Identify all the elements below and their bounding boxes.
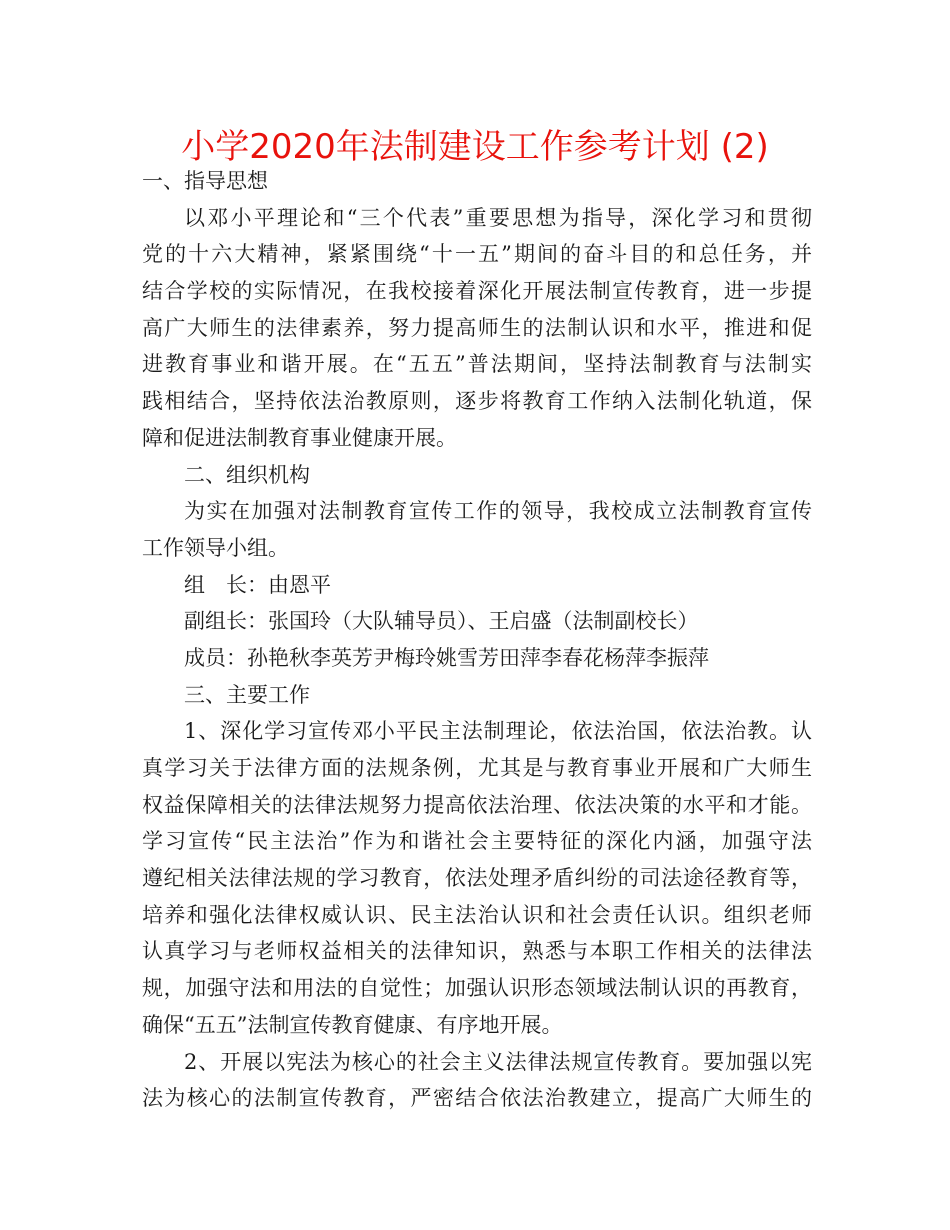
paragraph-line: 高广大师生的法律素养，努力提高师生的法制认识和水平，推进和促	[142, 315, 812, 340]
paragraph-line: 权益保障相关的法律法规努力提高依法治理、依法决策的水平和才能。	[142, 792, 812, 817]
document-title: 小学2020年法制建设工作参考计划 (2)	[181, 127, 769, 167]
paragraph-line: 认真学习与老师权益相关的法律知识，熟悉与本职工作相关的法律法	[142, 939, 812, 964]
paragraph-line: 法为核心的法制宣传教育，严密结合依法治教建立，提高广大师生的	[142, 1086, 812, 1111]
paragraph-line: 成员：孙艳秋李英芳尹梅玲姚雪芳田萍李春花杨萍李振萍	[184, 645, 709, 670]
paragraph-line: 学习宣传“民主法治”作为和谐社会主要特征的深化内涵，加强守法	[142, 829, 812, 854]
paragraph-line: 遵纪相关法律法规的学习教育，依法处理矛盾纠纷的司法途径教育等，	[142, 866, 812, 891]
paragraph-line: 组 长：由恩平	[184, 572, 331, 597]
paragraph-line: 真学习关于法律方面的法规条例，尤其是与教育事业开展和广大师生	[142, 756, 812, 780]
paragraph-line: 为实在加强对法制教育宣传工作的领导，我校成立法制教育宣传	[184, 499, 812, 524]
paragraph-line: 副组长：张国玲（大队辅导员）、王启盛（法制副校长）	[184, 609, 699, 634]
document-body	[142, 163, 812, 1117]
paragraph-line: 践相结合，坚持依法治教原则，逐步将教育工作纳入法制化轨道，保	[142, 389, 812, 414]
paragraph-line: 结合学校的实际情况，在我校接着深化开展法制宣传教育，进一步提	[142, 279, 812, 304]
paragraph-line: 以邓小平理论和“三个代表”重要思想为指导，深化学习和贯彻	[184, 205, 812, 230]
paragraph-line: 一、指导思想	[142, 169, 268, 193]
paragraph-line: 确保“五五”法制宣传教育健康、有序地开展。	[142, 1012, 563, 1037]
paragraph-line: 障和促进法制教育事业健康开展。	[142, 425, 457, 450]
paragraph-line: 党的十六大精神，紧紧围绕“十一五”期间的奋斗目的和总任务，并	[142, 242, 812, 267]
paragraph-line: 1、深化学习宣传邓小平民主法制理论，依法治国，依法治教。认	[184, 719, 812, 744]
paragraph-line: 2、开展以宪法为核心的社会主义法律法规宣传教育。要加强以宪	[184, 1049, 812, 1074]
paragraph-line: 三、主要工作	[184, 682, 310, 707]
paragraph-line: 工作领导小组。	[142, 535, 289, 560]
paragraph-line: 规，加强守法和用法的自觉性；加强认识形态领域法制认识的再教育，	[142, 976, 812, 1001]
paragraph-line: 进教育事业和谐开展。在“五五”普法期间，坚持法制教育与法制实	[142, 352, 812, 377]
paragraph-line: 二、组织机构	[184, 462, 310, 487]
paragraph-line: 培养和强化法律权威认识、民主法治认识和社会责任认识。组织老师	[142, 902, 812, 927]
